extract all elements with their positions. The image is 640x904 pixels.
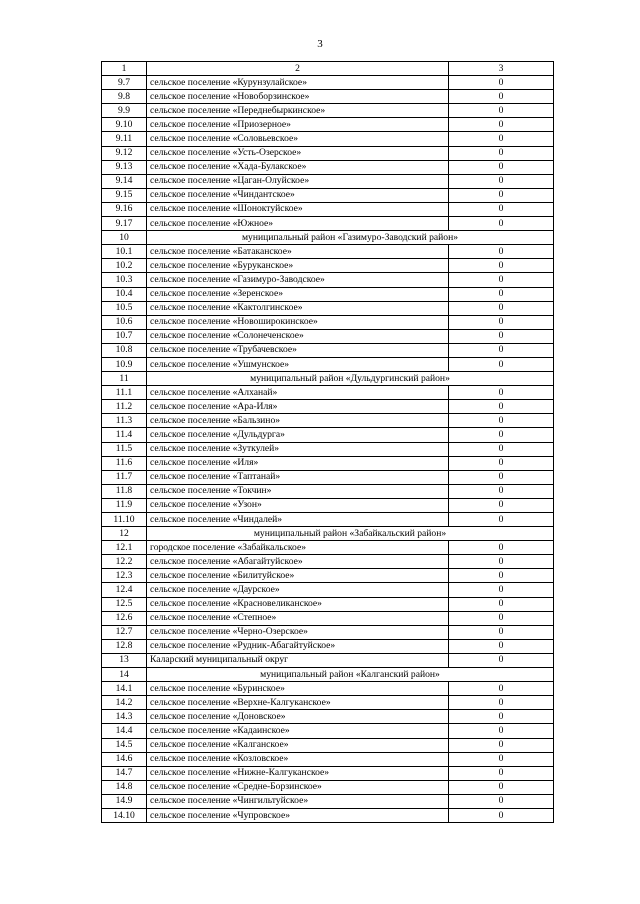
settlement-name: сельское поселение «Буруканское» [147,259,449,273]
settlement-name: сельское поселение «Нижне-Калгуканское» [147,766,449,780]
table-row [102,780,554,794]
value-cell: 0 [449,90,554,104]
settlement-name: сельское поселение «Чиндантское» [147,188,449,202]
settlement-name: сельское поселение «Южное» [147,217,449,231]
settlement-name: сельское поселение «Ушмунское» [147,357,449,371]
settlement-name: сельское поселение «Буринское» [147,682,449,696]
table-row [102,202,554,216]
group-row [102,372,554,386]
row-number: 10.5 [102,301,147,315]
row-number: 10.6 [102,315,147,329]
row-number: 14.8 [102,780,147,794]
settlement-name: сельское поселение «Иля» [147,456,449,470]
row-number: 10.8 [102,343,147,357]
value-cell: 0 [449,174,554,188]
row-number: 14.3 [102,710,147,724]
table-row [102,696,554,710]
value-cell: 0 [449,301,554,315]
row-number: 9.11 [102,132,147,146]
value-cell: 0 [449,104,554,118]
row-number: 14.2 [102,696,147,710]
value-cell: 0 [449,329,554,343]
group-row [102,231,554,245]
table-row [102,174,554,188]
row-number: 12.2 [102,555,147,569]
row-number: 11 [102,372,147,386]
value-cell: 0 [449,202,554,216]
table-row [102,752,554,766]
row-number: 11.5 [102,442,147,456]
table-row [102,541,554,555]
row-number: 14.9 [102,794,147,808]
settlement-name: сельское поселение «Шоноктуйское» [147,202,449,216]
value-cell: 0 [449,682,554,696]
settlement-name: сельское поселение «Приозерное» [147,118,449,132]
table-row [102,639,554,653]
value-cell: 0 [449,146,554,160]
row-number: 14 [102,668,147,682]
value-cell: 0 [449,653,554,667]
settlement-name: сельское поселение «Таптанай» [147,470,449,484]
settlement-name: сельское поселение «Черно-Озерское» [147,625,449,639]
settlement-name: сельское поселение «Усть-Озерское» [147,146,449,160]
group-title: муниципальный район «Калганский район» [147,668,554,682]
group-title: муниципальный район «Дульдургинский район» [147,372,554,386]
table-row [102,329,554,343]
settlement-name: сельское поселение «Билитуйское» [147,569,449,583]
row-number: 14.1 [102,682,147,696]
value-cell: 0 [449,625,554,639]
row-number: 14.7 [102,766,147,780]
header-col-3: 3 [449,62,554,76]
table-row [102,273,554,287]
table-row [102,414,554,428]
table-row [102,428,554,442]
row-number: 10.7 [102,329,147,343]
row-number: 11.8 [102,484,147,498]
value-cell: 0 [449,118,554,132]
row-number: 11.9 [102,498,147,512]
table-row [102,583,554,597]
settlement-name: сельское поселение «Зеренское» [147,287,449,301]
table-row [102,90,554,104]
table-row [102,498,554,512]
value-cell: 0 [449,273,554,287]
table-row [102,315,554,329]
value-cell: 0 [449,639,554,653]
row-number: 9.16 [102,202,147,216]
settlement-name: сельское поселение «Батаканское» [147,245,449,259]
value-cell: 0 [449,188,554,202]
row-number: 12.1 [102,541,147,555]
row-number: 12.6 [102,611,147,625]
value-cell: 0 [449,484,554,498]
settlement-name: сельское поселение «Солонеченское» [147,329,449,343]
settlement-name: Каларский муниципальный округ [147,653,449,667]
table-row [102,301,554,315]
table-row [102,470,554,484]
settlement-name: сельское поселение «Чиндалей» [147,513,449,527]
value-cell: 0 [449,343,554,357]
table-row [102,160,554,174]
row-number: 11.10 [102,513,147,527]
group-row [102,527,554,541]
table-row [102,76,554,90]
row-number: 11.2 [102,400,147,414]
row-number: 9.7 [102,76,147,90]
value-cell: 0 [449,583,554,597]
settlement-name: сельское поселение «Доновское» [147,710,449,724]
table-row [102,653,554,667]
settlement-name: сельское поселение «Кадаинское» [147,724,449,738]
group-row [102,668,554,682]
settlement-name: сельское поселение «Чупровское» [147,808,449,822]
table-row [102,188,554,202]
settlement-name: сельское поселение «Средне-Борзинское» [147,780,449,794]
settlement-name: сельское поселение «Даурское» [147,583,449,597]
settlement-name: сельское поселение «Бальзино» [147,414,449,428]
value-cell: 0 [449,696,554,710]
settlement-name: сельское поселение «Трубачевское» [147,343,449,357]
value-cell: 0 [449,498,554,512]
settlement-name: сельское поселение «Цаган-Олуйское» [147,174,449,188]
table-row [102,513,554,527]
row-number: 9.8 [102,90,147,104]
header-col-2: 2 [147,62,449,76]
value-cell: 0 [449,752,554,766]
row-number: 14.10 [102,808,147,822]
table-row [102,555,554,569]
settlement-name: сельское поселение «Ара-Иля» [147,400,449,414]
value-cell: 0 [449,132,554,146]
value-cell: 0 [449,513,554,527]
settlement-name: сельское поселение «Хада-Булакское» [147,160,449,174]
settlement-name: сельское поселение «Переднебыркинское» [147,104,449,118]
table-row [102,287,554,301]
row-number: 9.13 [102,160,147,174]
value-cell: 0 [449,766,554,780]
group-title: муниципальный район «Газимуро-Заводский район» [147,231,554,245]
settlement-name: городское поселение «Забайкальское» [147,541,449,555]
row-number: 10.9 [102,357,147,371]
table-row [102,597,554,611]
table-row [102,386,554,400]
value-cell: 0 [449,611,554,625]
value-cell: 0 [449,414,554,428]
row-number: 9.10 [102,118,147,132]
row-number: 10.2 [102,259,147,273]
row-number: 11.4 [102,428,147,442]
settlement-name: сельское поселение «Токчин» [147,484,449,498]
row-number: 14.6 [102,752,147,766]
table-header-row [102,62,554,76]
settlement-name: сельское поселение «Курунзулайское» [147,76,449,90]
group-title: муниципальный район «Забайкальский район» [147,527,554,541]
value-cell: 0 [449,442,554,456]
settlement-name: сельское поселение «Красновеликанское» [147,597,449,611]
value-cell: 0 [449,315,554,329]
value-cell: 0 [449,428,554,442]
row-number: 9.17 [102,217,147,231]
row-number: 11.1 [102,386,147,400]
table-row [102,625,554,639]
value-cell: 0 [449,357,554,371]
settlement-name: сельское поселение «Чингильтуйское» [147,794,449,808]
settlement-name: сельское поселение «Калганское» [147,738,449,752]
value-cell: 0 [449,794,554,808]
row-number: 9.14 [102,174,147,188]
settlement-name: сельское поселение «Абагайтуйское» [147,555,449,569]
row-number: 13 [102,653,147,667]
row-number: 14.4 [102,724,147,738]
value-cell: 0 [449,76,554,90]
row-number: 12.4 [102,583,147,597]
value-cell: 0 [449,710,554,724]
value-cell: 0 [449,569,554,583]
value-cell: 0 [449,555,554,569]
table-row [102,104,554,118]
table-row [102,569,554,583]
row-number: 9.12 [102,146,147,160]
table-row [102,118,554,132]
table-row [102,484,554,498]
row-number: 12 [102,527,147,541]
value-cell: 0 [449,160,554,174]
row-number: 10.3 [102,273,147,287]
row-number: 10.4 [102,287,147,301]
table-row [102,132,554,146]
allocation-table [101,61,554,823]
table-row [102,442,554,456]
table-row [102,808,554,822]
row-number: 11.3 [102,414,147,428]
settlement-name: сельское поселение «Дульдурга» [147,428,449,442]
row-number: 11.6 [102,456,147,470]
settlement-name: сельское поселение «Соловьевское» [147,132,449,146]
value-cell: 0 [449,780,554,794]
value-cell: 0 [449,400,554,414]
settlement-name: сельское поселение «Кактолгинское» [147,301,449,315]
row-number: 12.5 [102,597,147,611]
table-row [102,611,554,625]
value-cell: 0 [449,386,554,400]
table-row [102,766,554,780]
table-row [102,146,554,160]
value-cell: 0 [449,738,554,752]
table-row [102,456,554,470]
table-row [102,400,554,414]
value-cell: 0 [449,217,554,231]
row-number: 10.1 [102,245,147,259]
table-row [102,259,554,273]
row-number: 12.8 [102,639,147,653]
settlement-name: сельское поселение «Алханай» [147,386,449,400]
table-row [102,738,554,752]
value-cell: 0 [449,470,554,484]
value-cell: 0 [449,541,554,555]
row-number: 14.5 [102,738,147,752]
settlement-name: сельское поселение «Узон» [147,498,449,512]
row-number: 11.7 [102,470,147,484]
settlement-name: сельское поселение «Рудник-Абагайтуйское» [147,639,449,653]
value-cell: 0 [449,597,554,611]
page-number: 3 [317,38,323,50]
value-cell: 0 [449,808,554,822]
table-row [102,724,554,738]
row-number: 9.9 [102,104,147,118]
settlement-name: сельское поселение «Козловское» [147,752,449,766]
value-cell: 0 [449,259,554,273]
table-row [102,794,554,808]
table-row [102,682,554,696]
row-number: 12.7 [102,625,147,639]
value-cell: 0 [449,456,554,470]
settlement-name: сельское поселение «Газимуро-Заводское» [147,273,449,287]
row-number: 12.3 [102,569,147,583]
settlement-name: сельское поселение «Новоборзинское» [147,90,449,104]
row-number: 9.15 [102,188,147,202]
table-row [102,343,554,357]
header-col-1: 1 [102,62,147,76]
value-cell: 0 [449,724,554,738]
settlement-name: сельское поселение «Степное» [147,611,449,625]
table-row [102,217,554,231]
settlement-name: сельское поселение «Зуткулей» [147,442,449,456]
table-row [102,245,554,259]
table-row [102,357,554,371]
table-row [102,710,554,724]
value-cell: 0 [449,245,554,259]
settlement-name: сельское поселение «Верхне-Калгуканское» [147,696,449,710]
row-number: 10 [102,231,147,245]
settlement-name: сельское поселение «Новоширокинское» [147,315,449,329]
value-cell: 0 [449,287,554,301]
